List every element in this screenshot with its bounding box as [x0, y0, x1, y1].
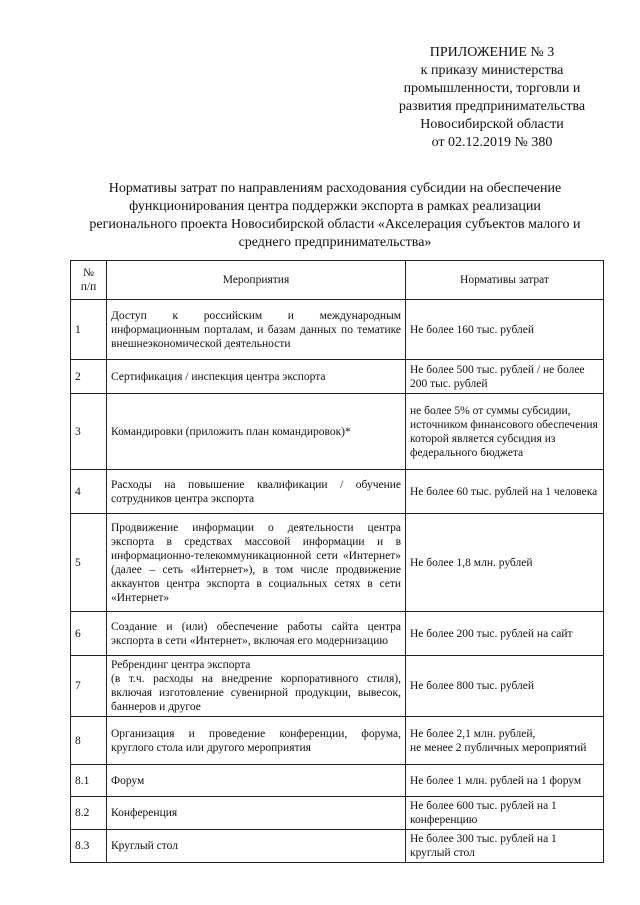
row-norm: Не более 600 тыс. рублей на 1 конференцию	[406, 797, 604, 830]
row-activity: Форум	[107, 765, 406, 797]
appendix-line: Новосибирской области	[420, 117, 564, 132]
row-norm: Не более 60 тыс. рублей на 1 человека	[406, 470, 604, 514]
table-row	[71, 717, 604, 765]
row-norm: Не более 500 тыс. рублей / не более 200 тыс. рублей	[406, 360, 604, 394]
row-num: 8.1	[71, 765, 107, 797]
row-norm: Не более 300 тыс. рублей на 1 круглый стол	[406, 830, 604, 863]
appendix-line: промышленности, торговли и	[403, 81, 581, 96]
header-norm: Нормативы затрат	[406, 261, 604, 300]
row-num: 2	[71, 360, 107, 394]
row-activity: Создание и (или) обеспечение работы сайта центра экспорта в сети «Интернет», включая его модернизацию	[107, 612, 406, 656]
row-activity: Сертификация / инспекция центра экспорта	[107, 360, 406, 394]
row-norm: Не более 200 тыс. рублей на сайт	[406, 612, 604, 656]
table-row	[71, 656, 604, 717]
row-norm: Не более 160 тыс. рублей	[406, 300, 604, 360]
appendix-line: к приказу министерства	[420, 63, 564, 78]
row-norm: Не более 2,1 млн. рублей, не менее 2 публичных мероприятий	[406, 717, 604, 765]
table-header-row	[71, 261, 604, 300]
title-line: регионального проекта Новосибирской области «Акселерация субъектов малого и	[89, 217, 581, 232]
row-norm: Не более 1,8 млн. рублей	[406, 514, 604, 612]
row-num: 8.2	[71, 797, 107, 830]
title-line: Нормативы затрат по направлениям расходования субсидии на обеспечение	[108, 181, 562, 196]
row-num: 4	[71, 470, 107, 514]
table-row	[71, 300, 604, 360]
table-row	[71, 797, 604, 830]
row-num: 8.3	[71, 830, 107, 863]
row-norm: не более 5% от суммы субсидии, источником финансового обеспечения которой является субсидия из федерального бюджета	[406, 394, 604, 470]
table-row	[71, 394, 604, 470]
appendix-line: развития предпринимательства	[398, 99, 586, 114]
appendix-header	[380, 44, 604, 152]
table-row	[71, 360, 604, 394]
document-title	[70, 180, 600, 252]
title-line: функционирования центра поддержки экспорта в рамках реализации	[129, 199, 541, 214]
table-row	[71, 830, 604, 863]
row-num: 1	[71, 300, 107, 360]
row-activity: Расходы на повышение квалификации / обучение сотрудников центра экспорта	[107, 470, 406, 514]
table-row	[71, 612, 604, 656]
row-activity: Ребрендинг центра экспорта (в т.ч. расходы на внедрение корпоративного стиля), включая изготовление сувенирной продукции, вывесок, баннеров и другое	[107, 656, 406, 717]
table-row	[71, 765, 604, 797]
row-norm: Не более 1 млн. рублей на 1 форум	[406, 765, 604, 797]
header-activity: Мероприятия	[107, 261, 406, 300]
row-num: 5	[71, 514, 107, 612]
table-row	[71, 514, 604, 612]
table-row	[71, 470, 604, 514]
row-activity: Конференция	[107, 797, 406, 830]
row-activity: Организация и проведение конференции, форума, круглого стола или другого мероприятия	[107, 717, 406, 765]
norms-table	[70, 260, 604, 863]
row-num: 6	[71, 612, 107, 656]
row-num: 8	[71, 717, 107, 765]
row-num: 3	[71, 394, 107, 470]
row-norm: Не более 800 тыс. рублей	[406, 656, 604, 717]
title-line: среднего предпринимательства»	[238, 235, 432, 250]
appendix-line: от 02.12.2019 № 380	[431, 135, 553, 150]
row-activity: Круглый стол	[107, 830, 406, 863]
row-activity: Продвижение информации о деятельности центра экспорта в средствах массовой информации и в информационно-телекоммуникационной сети «Интернет» (далее – сеть «Интернет»), в том числе продвижение аккаунтов центра экспорта в социальных сетях в сети «Интернет»	[107, 514, 406, 612]
row-activity: Доступ к российским и международным информационным порталам, и базам данных по тематике внешнеэкономической деятельности	[107, 300, 406, 360]
row-num: 7	[71, 656, 107, 717]
row-activity: Командировки (приложить план командировок)*	[107, 394, 406, 470]
header-num: № п/п	[71, 261, 107, 300]
appendix-line: ПРИЛОЖЕНИЕ № 3	[429, 45, 555, 60]
